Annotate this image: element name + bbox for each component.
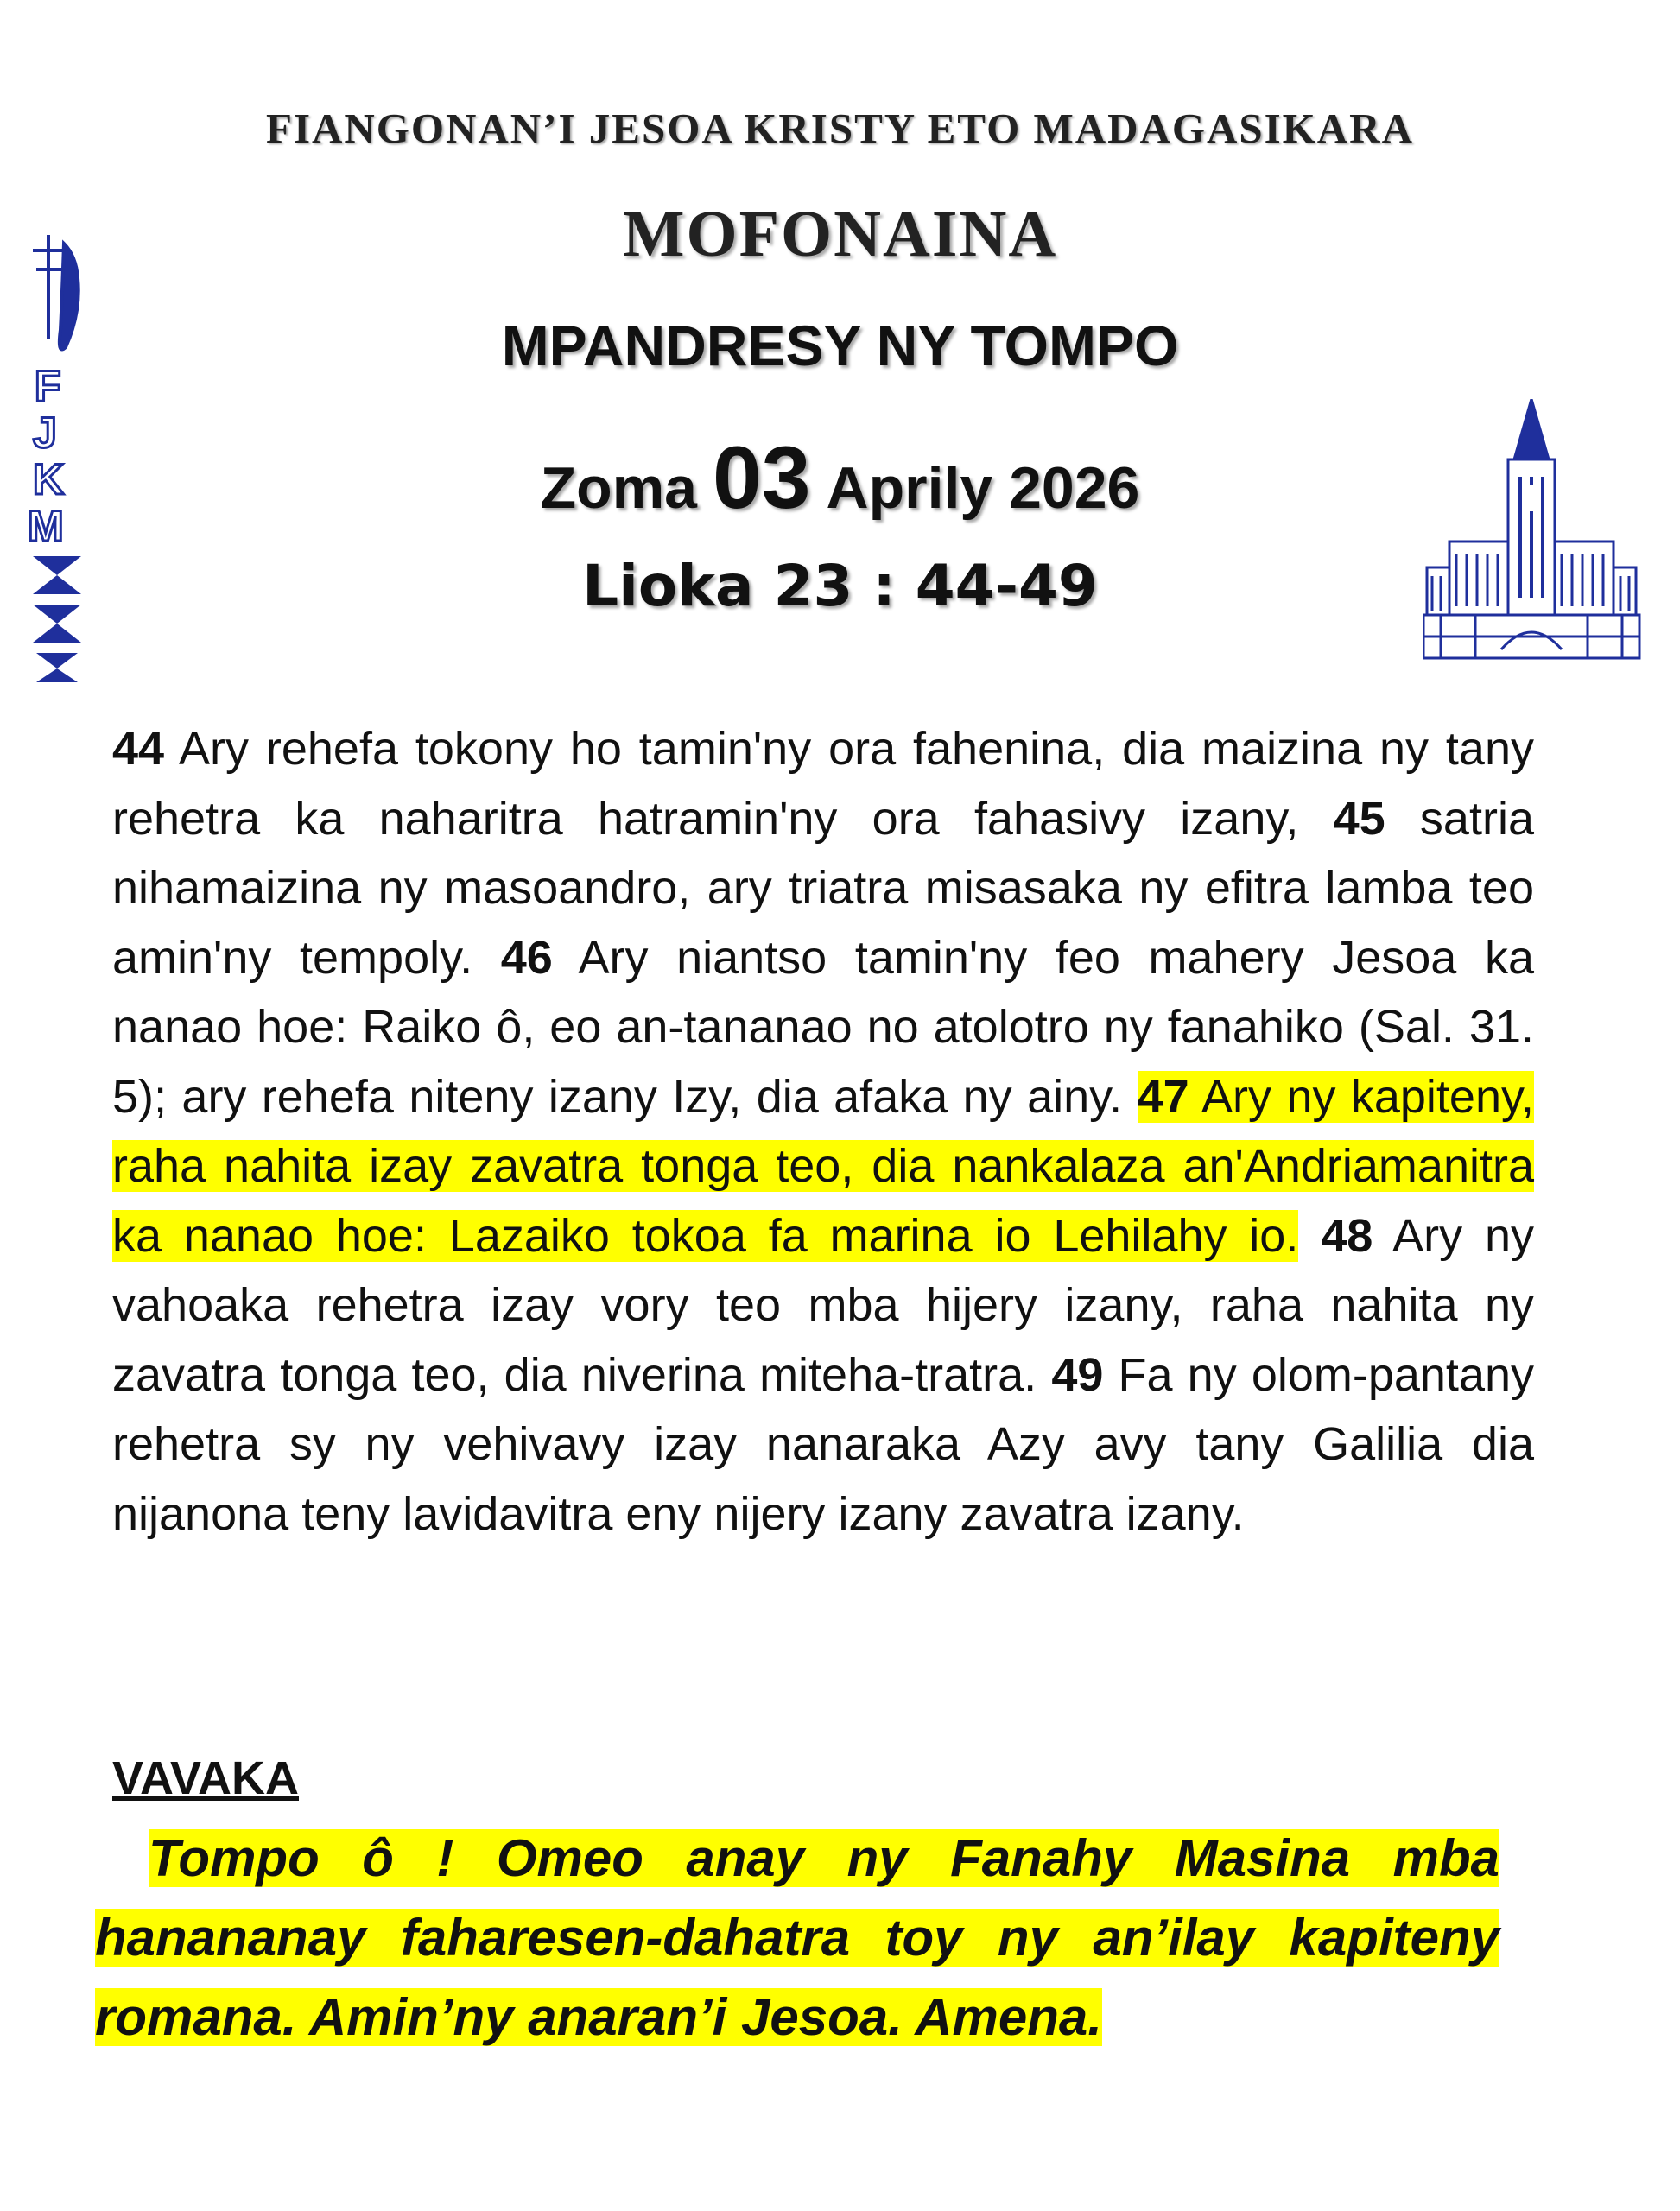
prayer-text: Tompo ô ! Omeo anay ny Fanahy Masina mba hanananay faharesen-dahatra toy ny an’ilay kapiteny romana. Amin’ny anaran’i Jesoa. Amena. xyxy=(95,1829,1499,2046)
verse-number: 45 xyxy=(1333,792,1385,845)
verse-text: satria nihamaizina ny masoandro, ary triatra misasaka ny efitra lamba teo amin'ny tempoly. xyxy=(112,792,1534,984)
verse-text: Ary ny vahoaka rehetra izay vory teo mba hijery izany, raha nahita ny zavatra tonga teo, dia niverina miteha-tratra. xyxy=(112,1209,1534,1401)
verse-text: Fa ny olom-pantany rehetra sy ny vehivavy izay nanaraka Azy avy tany Galilia dia nijanona teny lavidavitra eny nijery izany zavatra izany. xyxy=(112,1348,1535,1540)
date-weekday: Zoma xyxy=(540,455,697,521)
verse-number: 46 xyxy=(500,931,553,984)
logo-letter-j: J xyxy=(33,409,57,457)
prayer-block xyxy=(95,1819,1499,2057)
verse-text: Ary niantso tamin'ny feo mahery Jesoa ka nanao hoe: Raiko ô, eo an-tananao no atolotro ny fanahiko (Sal. 31. 5); ary rehefa niteny izany Izy, dia afaka ny ainy. xyxy=(112,931,1534,1123)
logo-letter-k: K xyxy=(33,455,65,504)
date-month-year: Aprily 2026 xyxy=(826,455,1140,521)
theme-title: MPANDRESY NY TOMPO xyxy=(501,314,1179,377)
verse-number: 47 xyxy=(1137,1070,1189,1123)
verse-number: 48 xyxy=(1321,1209,1373,1262)
series-title: MOFONAINA xyxy=(622,198,1058,270)
church-name: FIANGONAN’I JESOA KRISTY ETO MADAGASIKARA xyxy=(266,105,1414,152)
logo-letter-f: F xyxy=(35,362,61,410)
verse-text: Ary ny kapiteny, raha nahita izay zavatra tonga teo, dia nankalaza an'Andriamanitra ka nanao hoe: Lazaiko tokoa fa marina io Lehilahy io. xyxy=(112,1070,1534,1262)
verse-44 xyxy=(112,723,1534,845)
verse-number: 49 xyxy=(1051,1348,1104,1401)
verse-number: 44 xyxy=(112,723,165,775)
scripture-passage xyxy=(112,714,1534,1549)
scripture-reference: Lioka 23 : 44-49 xyxy=(582,553,1098,619)
date-line xyxy=(0,428,1680,529)
logo-letter-m: M xyxy=(28,502,64,550)
date-day: 03 xyxy=(713,428,811,527)
prayer-title: VAVAKA xyxy=(112,1752,299,1804)
verse-text: Ary rehefa tokony ho tamin'ny ora fahenina, dia maizina ny tany rehetra ka naharitra hatramin'ny ora fahasivy izany, xyxy=(112,723,1534,845)
